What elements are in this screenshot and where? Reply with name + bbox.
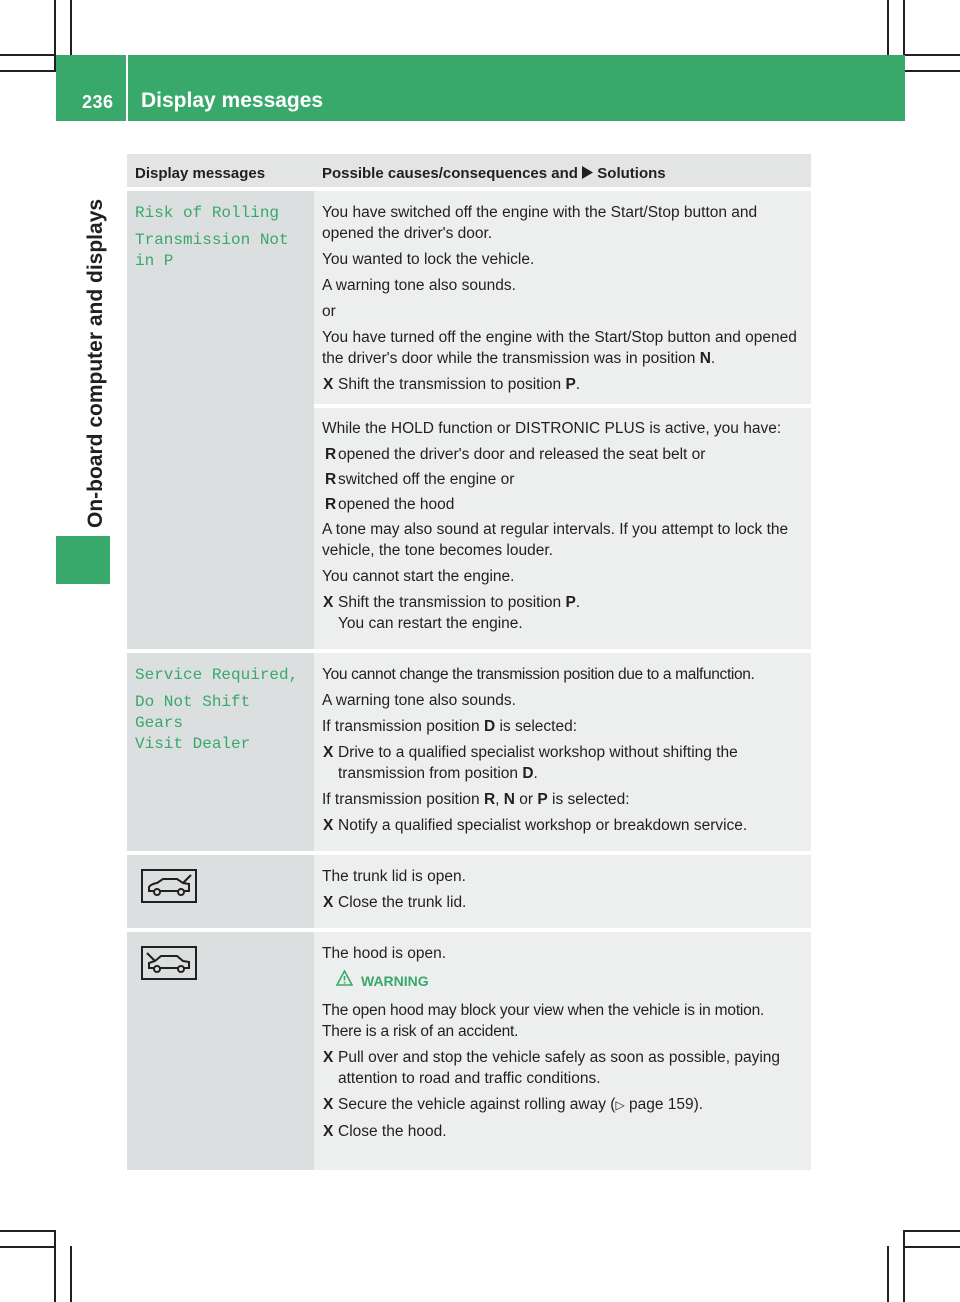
instruction-marker-icon: X — [323, 894, 334, 911]
message-text: Transmission Not — [135, 231, 289, 249]
message-text: Visit Dealer — [135, 735, 251, 753]
side-tab-label: On-board computer and displays — [84, 198, 107, 528]
text-paragraph: You have switched off the engine with the Start/Stop button and opened the driver's door. — [322, 204, 758, 242]
crop-mark — [0, 70, 56, 72]
bullet-marker-icon: R — [325, 446, 337, 463]
crop-mark — [903, 54, 960, 56]
list-item: R opened the hood — [325, 496, 455, 513]
page-ref-arrow-icon: ▷ — [615, 1098, 625, 1112]
crop-mark — [0, 1246, 56, 1248]
text-paragraph: You wanted to lock the vehicle. — [322, 251, 535, 268]
message-text: Do Not Shift Gears — [135, 693, 251, 732]
page-number: 236 — [82, 92, 114, 112]
text-paragraph: The trunk lid is open. — [322, 868, 466, 885]
crop-mark — [0, 1230, 56, 1232]
instruction: X Pull over and stop the vehicle safely as soon as possible, paying attention to road and traffic conditions. — [323, 1049, 781, 1087]
solution-cell — [314, 853, 811, 930]
table-row — [127, 930, 811, 1170]
crop-mark — [903, 70, 960, 72]
text-paragraph: The open hood may block your view when the vehicle is in motion. There is a risk of an accident. — [322, 1002, 765, 1040]
text-paragraph: You have turned off the engine with the Start/Stop button and opened the driver's door while the transmission was in position N. — [322, 329, 797, 367]
table-row — [127, 651, 811, 853]
text-paragraph: If transmission position R, N or P is selected: — [322, 791, 630, 808]
instruction: X Drive to a qualified specialist workshop without shifting the transmission from position D. — [323, 744, 738, 782]
crop-mark — [887, 1246, 889, 1302]
instruction-marker-icon: X — [323, 594, 334, 611]
crop-mark — [903, 1230, 905, 1302]
instruction: X Shift the transmission to position P. You can restart the engine. — [323, 594, 581, 632]
message-cell — [127, 189, 314, 651]
crop-mark — [54, 1230, 56, 1302]
col2-header: Possible causes/consequences and Solutions — [314, 154, 811, 189]
instruction: X Secure the vehicle against rolling away (▷ page 159). — [323, 1096, 704, 1113]
instruction-marker-icon: X — [323, 376, 334, 393]
instruction: X Notify a qualified specialist workshop or breakdown service. — [323, 817, 748, 834]
page-reference-link[interactable]: page 159). — [624, 1096, 704, 1113]
text-paragraph: If transmission position D is selected: — [322, 718, 578, 735]
message-text: Risk of Rolling — [135, 204, 280, 222]
side-tab-block — [56, 536, 110, 584]
message-cell — [127, 853, 314, 930]
solution-cell — [314, 930, 811, 1170]
solution-cell — [314, 406, 811, 651]
crop-mark — [0, 54, 56, 56]
text-paragraph: A warning tone also sounds. — [322, 692, 516, 709]
table-row — [127, 189, 811, 406]
instruction-marker-icon: X — [323, 1123, 334, 1140]
section-title: Display messages — [141, 89, 324, 112]
text-paragraph: A tone may also sound at regular intervals. If you attempt to lock the vehicle, the tone becomes louder. — [322, 521, 789, 559]
instruction-marker-icon: X — [323, 1049, 334, 1066]
crop-mark — [70, 1246, 72, 1302]
warning-triangle-icon — [322, 970, 361, 992]
trunk-open-icon — [141, 890, 197, 907]
bullet-marker-icon: R — [325, 471, 337, 488]
warning-heading: WARNING — [322, 970, 803, 992]
message-cell — [127, 651, 314, 853]
instruction: X Close the hood. — [323, 1123, 447, 1140]
instruction-marker-icon: X — [323, 1096, 334, 1113]
instruction-marker-icon: X — [323, 817, 334, 834]
list-item: R opened the driver's door and released the seat belt or — [325, 446, 706, 463]
instruction-marker-icon: X — [323, 744, 334, 761]
bullet-marker-icon: R — [325, 496, 337, 513]
text-paragraph: You cannot change the transmission position due to a malfunction. — [322, 666, 755, 683]
solution-cell — [314, 189, 811, 406]
text-paragraph: or — [322, 303, 336, 320]
header-divider — [126, 55, 128, 121]
message-cell — [127, 930, 314, 1170]
crop-mark — [70, 0, 72, 56]
text-paragraph: While the HOLD function or DISTRONIC PLUS is active, you have: — [322, 420, 782, 437]
text-paragraph: The hood is open. — [322, 945, 447, 962]
crop-mark — [903, 1230, 960, 1232]
solution-cell — [314, 651, 811, 853]
table-header-row — [127, 154, 811, 189]
play-arrow-icon — [582, 165, 593, 182]
text-paragraph: A warning tone also sounds. — [322, 277, 516, 294]
display-messages-table — [127, 154, 811, 1170]
col1-header: Display messages — [127, 154, 314, 189]
message-text: Service Required, — [135, 666, 299, 684]
crop-mark — [887, 0, 889, 56]
text-paragraph: You cannot start the engine. — [322, 568, 515, 585]
table-row — [127, 853, 811, 930]
hood-open-icon — [141, 967, 197, 984]
crop-mark — [903, 1246, 960, 1248]
list-item: R switched off the engine or — [325, 471, 515, 488]
instruction: X Shift the transmission to position P. — [323, 376, 581, 393]
message-text: in P — [135, 252, 174, 270]
instruction: X Close the trunk lid. — [323, 894, 467, 911]
